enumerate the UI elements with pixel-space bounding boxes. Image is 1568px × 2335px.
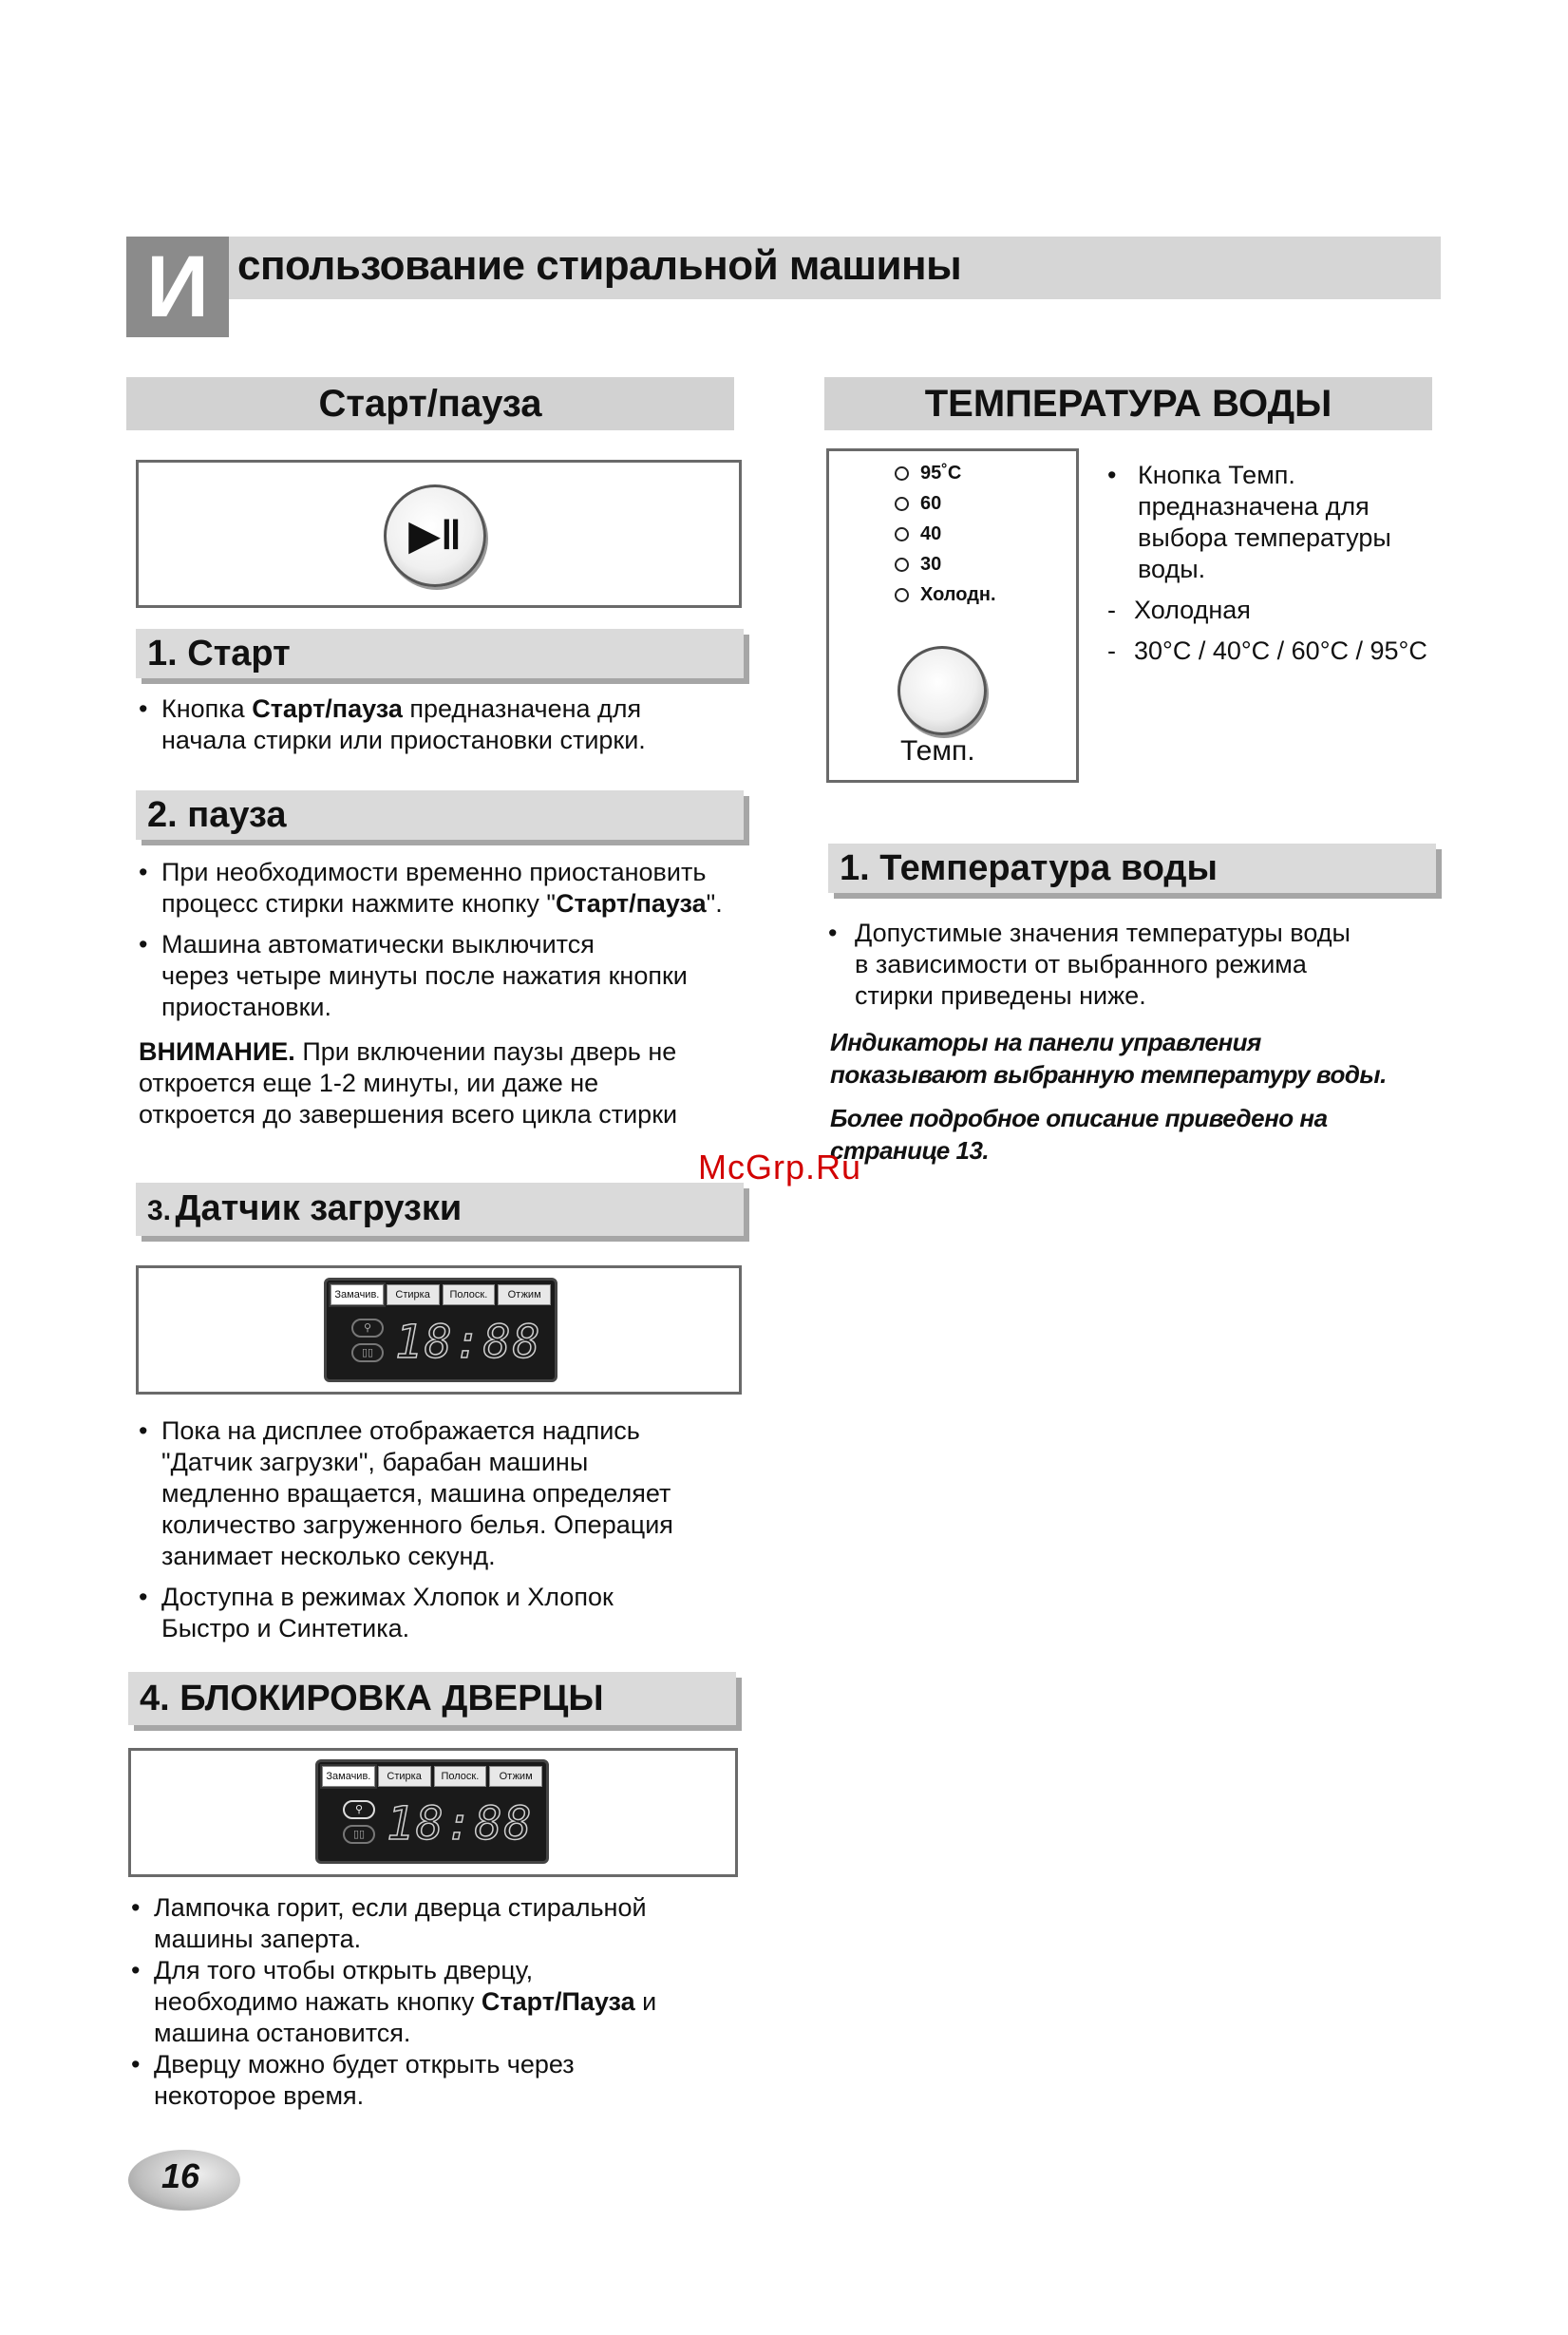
text: откроется еще 1-2 минуты, ии даже не (139, 1069, 599, 1097)
display-panel (315, 1759, 549, 1864)
display-panel (324, 1278, 557, 1382)
panel-tabs (331, 1284, 551, 1305)
text: стирки приведены ниже. (855, 981, 1146, 1010)
panel-tab: Стирка (387, 1284, 440, 1305)
list-item (1107, 460, 1468, 585)
panel-tab: Стирка (378, 1766, 431, 1787)
text: Кнопка Темп. (1138, 461, 1295, 489)
text: предназначена для (402, 694, 642, 723)
temp-option-label: 60 (920, 493, 942, 514)
text: начала стирки или приостановки стирки. (161, 726, 646, 754)
text: количество загруженного белья. Операция (161, 1510, 673, 1539)
list-item (1107, 636, 1468, 667)
text: Кнопка (161, 694, 253, 723)
door-lock-icon: ⚲ (351, 1319, 384, 1338)
page-title-initial: И (126, 237, 229, 337)
text: в зависимости от выбранного режима (855, 950, 1307, 978)
text: приостановки. (161, 993, 331, 1021)
text: "Датчик загрузки", барабан машины (161, 1448, 589, 1476)
text: ". (706, 889, 723, 918)
text: Машина автоматически выключится (161, 930, 595, 959)
text: 30°C / 40°C / 60°C / 95°C (1134, 636, 1427, 665)
temperature-description (1107, 460, 1468, 667)
text: машины заперта. (154, 1925, 362, 1953)
temp-option (895, 519, 996, 549)
list-item (131, 1955, 758, 2049)
section-door-lock-body (131, 1892, 758, 2112)
temperature-knob-label: Темп. (900, 735, 975, 767)
temperature-options (895, 458, 996, 610)
text: машина остановится. (154, 2019, 411, 2047)
text: Дверцу можно будет открыть через (154, 2050, 575, 2079)
indicator-led-icon (895, 497, 909, 511)
display-digits: 18:88 (387, 1797, 534, 1851)
temp-option (895, 579, 996, 610)
section-load-sensor-body (139, 1415, 765, 1644)
page-number: 16 (161, 2156, 200, 2195)
text: показывают выбранную температуру воды. (830, 1060, 1387, 1089)
text: Пока на дисплее отображается надпись (161, 1416, 640, 1445)
text: Допустимые значения температуры воды (855, 919, 1351, 947)
temp-option-label: 40 (920, 523, 942, 544)
temp-option (895, 549, 996, 579)
temp-option (895, 458, 996, 488)
text: При включении паузы дверь не (294, 1037, 677, 1066)
child-lock-icon: ▯▯ (351, 1343, 384, 1362)
start-pause-button-image (384, 484, 486, 587)
text: странице 13. (830, 1136, 990, 1165)
list-item (131, 1892, 758, 1955)
section-start-title: 1. Старт (136, 629, 744, 678)
display-digits: 18:88 (395, 1316, 542, 1369)
list-item (139, 929, 765, 1023)
list-item (139, 857, 765, 920)
page-title: спользование стиральной машины (237, 242, 962, 289)
temperature-knob-image (897, 646, 987, 735)
indicator-led-icon (895, 466, 909, 481)
reference-note (830, 1102, 1476, 1167)
text: некоторое время. (154, 2081, 365, 2110)
section-load-sensor-header (136, 1183, 744, 1236)
panel-tab: Отжим (498, 1284, 551, 1305)
child-lock-icon: ▯▯ (343, 1825, 375, 1844)
start-pause-header: Старт/пауза (126, 377, 734, 430)
panel-tab: Полоск. (443, 1284, 496, 1305)
section-water-temp-title: 1. Температура воды (828, 844, 1436, 893)
list-item (139, 693, 746, 756)
text: Для того чтобы открыть дверцу, (154, 1956, 534, 1984)
start-pause-ref: Старт/пауза (555, 889, 707, 918)
text: Холодная (1134, 596, 1251, 624)
panel-indicators (343, 1800, 377, 1850)
text: необходимо нажать кнопку (154, 1987, 482, 2016)
indicator-led-icon (895, 527, 909, 541)
section-water-temp-body (828, 918, 1474, 1012)
panel-tab: Замачив. (331, 1284, 384, 1305)
section-pause-title: 2. пауза (136, 790, 744, 840)
text: воды. (1138, 555, 1206, 583)
water-temperature-header: ТЕМПЕРАТУРА ВОДЫ (824, 377, 1432, 430)
start-pause-ref: Старт/Пауза (481, 1987, 635, 2016)
text: через четыре минуты после нажатия кнопки (161, 961, 688, 990)
text: процесс стирки нажмите кнопку " (161, 889, 556, 918)
text: предназначена для (1138, 492, 1370, 521)
text: Лампочка горит, если дверца стиральной (154, 1893, 647, 1922)
warning-note (139, 1036, 765, 1130)
start-pause-ref: Старт/пауза (252, 694, 403, 723)
temp-option-label: 95˚C (920, 463, 962, 484)
list-item (1107, 595, 1468, 626)
text: Доступна в режимах Хлопок и Хлопок (161, 1583, 614, 1611)
indicator-led-icon (895, 558, 909, 572)
temp-option-label: Холодн. (920, 584, 996, 605)
text: занимает несколько секунд. (161, 1542, 496, 1570)
panel-tab: Отжим (489, 1766, 542, 1787)
text: откроется до завершения всего цикла стирки (139, 1100, 678, 1129)
indicator-led-icon (895, 588, 909, 602)
panel-tab: Полоск. (434, 1766, 487, 1787)
temp-option-label: 30 (920, 554, 942, 575)
text: Более подробное описание приведено на (830, 1104, 1328, 1132)
section-load-sensor-title: Датчик загрузки (175, 1188, 463, 1228)
text: и (634, 1987, 657, 2016)
indicator-note (830, 1026, 1476, 1091)
section-door-lock-title: 4. БЛОКИРОВКА ДВЕРЦЫ (128, 1672, 736, 1725)
text: выбора температуры (1138, 523, 1391, 552)
text: Индикаторы на панели управления (830, 1028, 1261, 1056)
section-number: 3. (147, 1195, 172, 1226)
temp-option (895, 488, 996, 519)
list-item (139, 1415, 765, 1572)
section-pause-body (139, 857, 765, 1130)
list-item (828, 918, 1474, 1012)
text: Быстро и Синтетика. (161, 1614, 410, 1642)
text: При необходимости временно приостановить (161, 858, 707, 886)
list-item (131, 2049, 758, 2112)
panel-tab: Замачив. (322, 1766, 375, 1787)
section-start-body (139, 693, 746, 756)
warning-label: ВНИМАНИЕ. (139, 1037, 295, 1066)
panel-tabs (322, 1766, 542, 1787)
text: медленно вращается, машина определяет (161, 1479, 671, 1508)
door-lock-icon: ⚲ (343, 1800, 375, 1819)
play-pause-icon: ▶ǁ (408, 512, 462, 559)
watermark: McGrp.Ru (698, 1148, 862, 1186)
panel-indicators (351, 1319, 386, 1368)
list-item (139, 1582, 765, 1644)
